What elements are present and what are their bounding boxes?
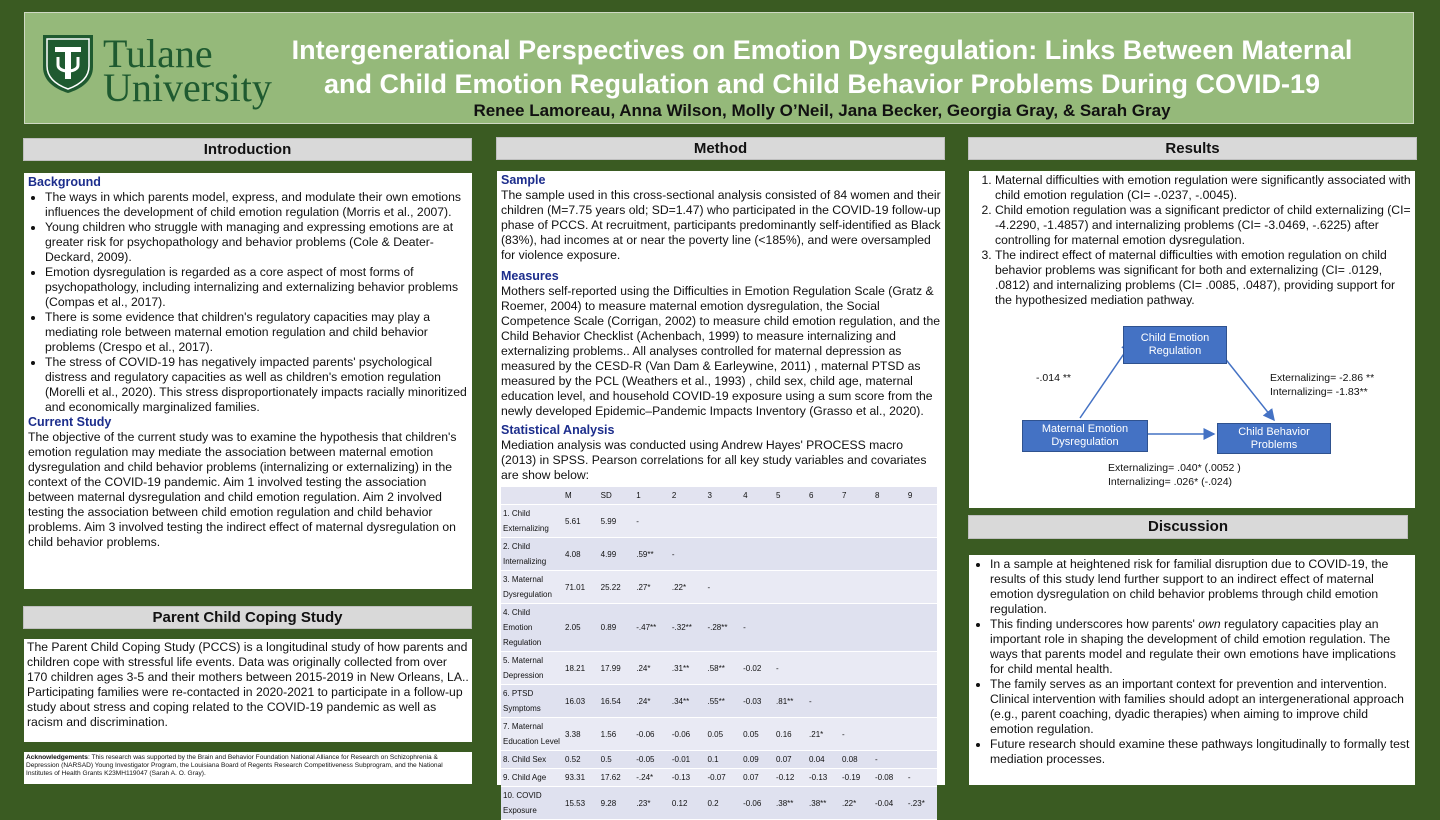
background-list <box>28 190 468 415</box>
table-cell <box>705 538 741 571</box>
discussion-list <box>973 557 1411 767</box>
table-cell <box>741 571 774 604</box>
table-row-label: 7. Maternal Education Level <box>501 718 563 751</box>
table-cell: .27* <box>634 571 670 604</box>
poster-title <box>257 33 1387 101</box>
correlation-table <box>501 487 937 820</box>
table-cell: 0.05 <box>741 718 774 751</box>
measures-text: Mothers self-reported using the Difficulties in Emotion Regulation Scale (Gratz & Roemer, 2004) to measure maternal emotion dysregulation, the Social Competence Scale (Corrigan, 2002) to measure child emotion regulation, and the Child Behavior Checklist (Achenbach, 1999) to measure internalizing and externalizing problems.. All analyses controlled for maternal depression as measured by the CESD-R (Van Dam & Earleywine, 2011) , maternal PTSD as measured by the PCL (Weathers et al., 1993) , child sex, child age, maternal education level, and household COVID-19 exposure using a sum score from the newly developed Epidemic–Pandemic Impacts Inventory (Grasso et al., 2020). <box>501 284 940 418</box>
table-cell <box>807 604 840 652</box>
mediator-box: Child Emotion Regulation <box>1123 326 1227 364</box>
table-cell: 0.04 <box>807 751 840 769</box>
table-cell: -.23* <box>906 787 937 820</box>
table-cell <box>873 718 906 751</box>
table-cell: .24* <box>634 685 670 718</box>
current-study-text: The objective of the current study was to examine the hypothesis that children's emotion regulation may mediate the association between maternal emotion dysregulation and child behavior problems (internalizing or externalizing) in the context of the COVID-19 pandemic. Aim 1 involved testing the association between maternal dysregulation and child emotion regulation. Aim 2 involved testing the association between child emotion regulation and child behavior problems. Aim 3 involved testing the indirect effect of maternal dysregulation on child behavior problems. <box>28 430 457 549</box>
introduction-heading: Introduction <box>23 138 472 161</box>
logo-word-university: University <box>103 65 272 110</box>
table-cell: 0.08 <box>840 751 873 769</box>
table-cell: .58** <box>705 652 741 685</box>
method-heading: Method <box>496 137 945 160</box>
table-cell: 0.09 <box>741 751 774 769</box>
table-cell: -.47** <box>634 604 670 652</box>
table-cell: -0.07 <box>705 769 741 787</box>
table-cell: -0.02 <box>741 652 774 685</box>
poster-header <box>24 12 1414 124</box>
table-cell <box>774 571 807 604</box>
table-header-cell: 2 <box>670 487 706 505</box>
table-cell: 4.08 <box>563 538 599 571</box>
correlation-table-body <box>501 505 937 820</box>
table-header-cell: 6 <box>807 487 840 505</box>
title-line-1: Intergenerational Perspectives on Emotion Dysregulation: Links Between Maternal <box>291 35 1353 65</box>
table-cell <box>774 604 807 652</box>
table-row <box>501 751 937 769</box>
table-cell: -0.19 <box>840 769 873 787</box>
table-cell <box>906 538 937 571</box>
table-cell: -0.06 <box>741 787 774 820</box>
discussion-heading: Discussion <box>968 515 1408 539</box>
table-cell: 3.38 <box>563 718 599 751</box>
table-cell: -0.13 <box>670 769 706 787</box>
table-cell: - <box>840 718 873 751</box>
table-cell: .22* <box>670 571 706 604</box>
mediation-diagram <box>990 322 1410 502</box>
table-cell: -0.13 <box>807 769 840 787</box>
outcome-box: Child Behavior Problems <box>1217 423 1331 454</box>
table-cell <box>873 604 906 652</box>
correlation-table-wrap <box>501 487 937 820</box>
table-cell <box>840 538 873 571</box>
table-cell: -.28** <box>705 604 741 652</box>
table-cell <box>741 538 774 571</box>
table-cell: .34** <box>670 685 706 718</box>
tulane-shield-icon <box>41 33 95 95</box>
table-cell <box>906 505 937 538</box>
table-cell <box>840 571 873 604</box>
table-cell <box>873 505 906 538</box>
table-cell <box>906 718 937 751</box>
table-cell <box>807 652 840 685</box>
table-cell: .38** <box>807 787 840 820</box>
table-cell <box>840 604 873 652</box>
table-cell: 0.5 <box>599 751 635 769</box>
table-cell: 71.01 <box>563 571 599 604</box>
table-cell <box>873 685 906 718</box>
table-cell: 5.61 <box>563 505 599 538</box>
table-cell: 25.22 <box>599 571 635 604</box>
pccs-panel <box>24 639 472 742</box>
table-cell: .59** <box>634 538 670 571</box>
table-cell: 5.99 <box>599 505 635 538</box>
table-cell <box>670 505 706 538</box>
table-cell <box>906 652 937 685</box>
table-row <box>501 604 937 652</box>
table-cell <box>906 604 937 652</box>
table-cell: .24* <box>634 652 670 685</box>
table-row-label: 2. Child Internalizing <box>501 538 563 571</box>
table-cell <box>705 505 741 538</box>
table-cell: -0.08 <box>873 769 906 787</box>
table-cell: -0.04 <box>873 787 906 820</box>
acknowledgements <box>24 752 472 784</box>
table-cell: -0.06 <box>670 718 706 751</box>
table-cell: - <box>634 505 670 538</box>
table-cell: 0.05 <box>705 718 741 751</box>
path-c-externalizing-label: Externalizing= .040* (.0052 ) <box>1108 462 1241 474</box>
table-row-label: 1. Child Externalizing <box>501 505 563 538</box>
table-row <box>501 538 937 571</box>
table-cell: .81** <box>774 685 807 718</box>
background-item: • Young children who struggle with managing and expressing emotions are at greater risk for psychopathology and behavior problems (Cole & Deater-Deckard, 2009). <box>45 220 468 265</box>
table-header-cell: M <box>563 487 599 505</box>
method-panel <box>497 171 945 815</box>
table-row-label: 5. Maternal Depression <box>501 652 563 685</box>
table-header-cell: 1 <box>634 487 670 505</box>
table-row-label: 6. PTSD Symptoms <box>501 685 563 718</box>
background-item: • The ways in which parents model, express, and modulate their own emotions influences the development of child emotion regulation (Morris et al., 2007). <box>45 190 468 220</box>
table-header-cell: 9 <box>906 487 937 505</box>
sample-subheading: Sample <box>501 173 546 187</box>
path-b-externalizing-label: Externalizing= -2.86 ** <box>1270 372 1375 384</box>
table-row-label: 4. Child Emotion Regulation <box>501 604 563 652</box>
path-a-label: -.014 ** <box>1036 372 1072 384</box>
table-cell: 0.07 <box>741 769 774 787</box>
table-cell: 0.89 <box>599 604 635 652</box>
current-study-subheading: Current Study <box>28 415 112 429</box>
discussion-item: • The family serves as an important context for prevention and intervention. Clinical intervention with families should adopt an intergenerational approach (e.g., parent coaching, dyadic therapies) when aiming to improve child emotion regulation. <box>990 677 1411 737</box>
path-c-internalizing-label: Internalizing= .026* (-.024) <box>1108 476 1233 488</box>
table-cell: 93.31 <box>563 769 599 787</box>
results-item: 3. The indirect effect of maternal difficulties with emotion regulation on child behavior problems was significant for both and externalizing (CI= .0129, .0812) and internalizing problems (CI= .0085, .0487), providing support for the hypothesized mediation pathway. <box>995 248 1411 308</box>
table-row <box>501 787 937 820</box>
table-cell <box>807 538 840 571</box>
table-cell <box>873 571 906 604</box>
predictor-box: Maternal Emotion Dysregulation <box>1022 420 1148 452</box>
table-cell <box>873 652 906 685</box>
background-item: • Emotion dysregulation is regarded as a core aspect of most forms of psychopathology, including internalizing and externalizing behavior problems (Compas et al., 2017). <box>45 265 468 310</box>
table-cell: -0.03 <box>741 685 774 718</box>
table-cell: -0.01 <box>670 751 706 769</box>
table-cell: -.24* <box>634 769 670 787</box>
results-list <box>973 173 1411 308</box>
correlation-table-header <box>501 487 937 505</box>
table-row-label: 8. Child Sex <box>501 751 563 769</box>
table-row-label: 9. Child Age <box>501 769 563 787</box>
table-header-cell: 3 <box>705 487 741 505</box>
table-header-cell: 4 <box>741 487 774 505</box>
table-cell: 9.28 <box>599 787 635 820</box>
discussion-item: • Future research should examine these pathways longitudinally to formally test mediation processes. <box>990 737 1411 767</box>
results-heading: Results <box>968 137 1417 160</box>
table-row <box>501 718 937 751</box>
table-header-cell: 7 <box>840 487 873 505</box>
acknowledgements-text: : This research was supported by the Brain and Behavior Foundation National Alliance for Research on Schizophrenia & Depression (NARSAD) Young Investigator Program, the Louisiana Board of Regents Research Competitiveness Subprogram, and the National Institutes of Health Grants K23MH119047 (Sarah A. O. Gray). <box>26 754 443 777</box>
table-cell: 17.99 <box>599 652 635 685</box>
table-cell: 17.62 <box>599 769 635 787</box>
table-cell <box>840 652 873 685</box>
table-cell: 0.12 <box>670 787 706 820</box>
table-cell: - <box>741 604 774 652</box>
table-row <box>501 505 937 538</box>
table-cell <box>741 505 774 538</box>
sample-text: The sample used in this cross-sectional analysis consisted of 84 women and their children (M=7.75 years old; SD=1.47) who participated in the COVID-19 follow-up phase of PCCS. At recruitment, participants predominantly self-identified as Black (83%), had incomes at or near the poverty line (<185%), and were oversampled for violence exposure. <box>501 188 941 262</box>
table-header-cell: 5 <box>774 487 807 505</box>
table-cell <box>906 571 937 604</box>
table-cell: 1.56 <box>599 718 635 751</box>
table-cell: .55** <box>705 685 741 718</box>
statistical-analysis-text: Mediation analysis was conducted using Andrew Hayes' PROCESS macro (2013) in SPSS. Pearson correlations for all key study variables and covariates are show below: <box>501 438 927 482</box>
table-row <box>501 769 937 787</box>
table-cell: - <box>774 652 807 685</box>
table-cell: -0.05 <box>634 751 670 769</box>
table-cell <box>906 685 937 718</box>
table-cell <box>774 538 807 571</box>
table-cell <box>807 505 840 538</box>
introduction-panel <box>24 173 472 589</box>
logo-word-tulane: Tulane <box>103 31 213 76</box>
pccs-heading: Parent Child Coping Study <box>23 606 472 629</box>
discussion-item-text: This finding underscores how parents' <box>990 617 1199 631</box>
background-item: • The stress of COVID-19 has negatively impacted parents' psychological distress and regulatory capacities as well as children's emotion regulation (Morelli et al., 2020). This stress disproportionately impacts racially minoritized and economically marginalized families. <box>45 355 468 415</box>
background-item: • There is some evidence that children's regulatory capacities may play a mediating role between maternal emotion regulation and child behavior problems (Crespo et al., 2017). <box>45 310 468 355</box>
table-cell: 2.05 <box>563 604 599 652</box>
table-header-cell: 8 <box>873 487 906 505</box>
table-cell: 18.21 <box>563 652 599 685</box>
table-cell: .22* <box>840 787 873 820</box>
table-row <box>501 652 937 685</box>
table-cell <box>807 571 840 604</box>
background-subheading: Background <box>28 175 101 189</box>
table-row <box>501 685 937 718</box>
table-cell: - <box>873 751 906 769</box>
table-cell: .31** <box>670 652 706 685</box>
discussion-item-emphasis: own <box>1198 617 1221 631</box>
table-cell: 0.07 <box>774 751 807 769</box>
poster-authors: Renee Lamoreau, Anna Wilson, Molly O’Neil, Jana Becker, Georgia Gray, & Sarah Gray <box>473 101 1171 120</box>
discussion-item <box>990 617 1411 677</box>
table-cell: .21* <box>807 718 840 751</box>
table-header-cell: SD <box>599 487 635 505</box>
path-b-internalizing-label: Internalizing= -1.83** <box>1270 386 1368 398</box>
statistical-analysis-subheading: Statistical Analysis <box>501 423 615 437</box>
table-cell: - <box>906 769 937 787</box>
table-cell <box>906 751 937 769</box>
table-cell: -0.06 <box>634 718 670 751</box>
table-row <box>501 571 937 604</box>
discussion-item-text: regulatory capacities play an important role in shaping the development of child emotion regulation. The ways that parents model and regulate their own emotions have implications for child mental health. <box>990 617 1396 676</box>
pccs-text: The Parent Child Coping Study (PCCS) is a longitudinal study of how parents and children cope with stressful life events. Data was originally collected from over 170 children ages 3-5 and their mothers between 2015-2019 in New Orleans, LA.. Participating families were re-contacted in 2020-2021 to participate in a follow-up study about stress and coping related to the COVID-19 pandemic as well as racism and discrimination. <box>27 640 469 729</box>
table-cell <box>774 505 807 538</box>
table-cell: - <box>670 538 706 571</box>
table-cell <box>873 538 906 571</box>
acknowledgements-label: Acknowledgements <box>26 754 88 761</box>
discussion-panel <box>969 555 1415 785</box>
title-line-2: and Child Emotion Regulation and Child Behavior Problems During COVID-19 <box>323 69 1321 99</box>
table-cell: 4.99 <box>599 538 635 571</box>
table-cell: .38** <box>774 787 807 820</box>
table-cell: 16.54 <box>599 685 635 718</box>
table-cell: 0.2 <box>705 787 741 820</box>
table-cell: 0.52 <box>563 751 599 769</box>
discussion-item: • In a sample at heightened risk for familial disruption due to COVID-19, the results of this study lend further support to an indirect effect of maternal emotion dysregulation on child behavior problems through child emotion regulation. <box>990 557 1411 617</box>
results-item: 2. Child emotion regulation was a significant predictor of child externalizing (CI= -4.2290, -1.4857) and internalizing problems (CI= -3.0469, -.6225) after controlling for maternal emotion dysregulation. <box>995 203 1411 248</box>
table-cell <box>840 685 873 718</box>
table-row-label: 3. Maternal Dysregulation <box>501 571 563 604</box>
table-cell: -.32** <box>670 604 706 652</box>
table-cell: -0.12 <box>774 769 807 787</box>
table-cell: 15.53 <box>563 787 599 820</box>
table-cell: 0.16 <box>774 718 807 751</box>
table-cell: 16.03 <box>563 685 599 718</box>
table-cell: - <box>705 571 741 604</box>
table-cell: .23* <box>634 787 670 820</box>
table-row-label: 10. COVID Exposure <box>501 787 563 820</box>
table-header-cell <box>501 487 563 505</box>
tulane-logo <box>41 33 271 109</box>
measures-subheading: Measures <box>501 269 559 283</box>
results-item: 1. Maternal difficulties with emotion regulation were significantly associated with child emotion regulation (CI= -.0237, -.0045). <box>995 173 1411 203</box>
table-cell: - <box>807 685 840 718</box>
table-cell <box>840 505 873 538</box>
table-cell: 0.1 <box>705 751 741 769</box>
